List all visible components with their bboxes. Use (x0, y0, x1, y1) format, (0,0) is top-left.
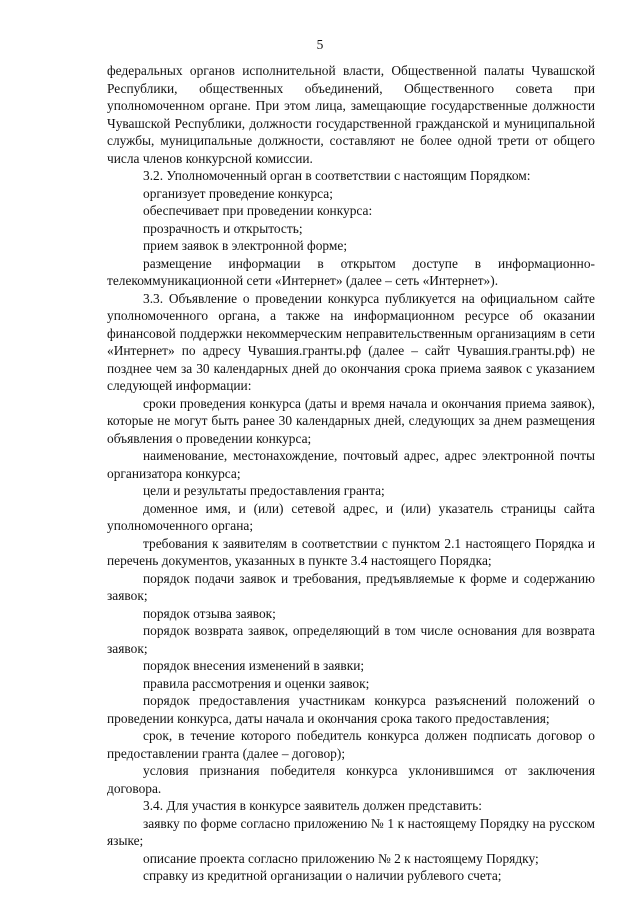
list-item: прием заявок в электронной форме; (143, 238, 348, 253)
list-item: порядок внесения изменений в заявки; (143, 658, 365, 673)
list-item: порядок отзыва заявок; (143, 605, 276, 621)
list-item: правила рассмотрения и оценки заявок; (143, 675, 370, 691)
list-item: наименование, местонахождение, почтовый адрес, адрес электронной почты организатора конкурса; (107, 448, 595, 481)
list-item: порядок подачи заявок и требования, предъявляемые к форме и содержанию заявок; (107, 570, 595, 603)
page-number: 5 (316, 37, 324, 52)
list-item: порядок предоставления участникам конкурса разъяснений положений о проведении конкурса, даты начала и окончания срока такого предоставления; (107, 693, 595, 726)
list-item: цели и результаты предоставления гранта; (143, 483, 385, 498)
list-item: справку из кредитной организации о наличии рублевого счета; (143, 868, 502, 883)
paragraph-3-4-heading: 3.4. Для участия в конкурсе заявитель должен представить: (143, 798, 482, 813)
list-item: требования к заявителям в соответствии с пунктом 2.1 настоящего Порядка и перечень документов, указанных в пункте 3.4 настоящего Порядка; (107, 535, 595, 568)
paragraph-continuation: федеральных органов исполнительной власти, Общественной палаты Чувашской Республики, общественных объединений, Общественного совета при уполномоченном органе. При этом лица, замещающие государственные должности Чувашской Республики, должности государственной гражданской и муниципальной службы, муниципальные должности, составляют не более одной трети от общего числа членов конкурсной комиссии. (107, 63, 595, 166)
paragraph-3-3: 3.3. Объявление о проведении конкурса публикуется на официальном сайте уполномоченного органа, а также на информационном ресурсе об оказании финансовой поддержки некоммерческим неправительственным организациям в сети «Интернет» по адресу Чувашия.гранты.рф (далее – сайт Чувашия.гранты.рф) не позднее чем за 30 календарных дней до окончания срока приема заявок с указанием следующей информации: (107, 290, 595, 393)
list-item: обеспечивает при проведении конкурса: (143, 203, 373, 218)
list-item: прозрачность и открытость; (143, 220, 303, 236)
list-item: заявку по форме согласно приложению № 1 к настоящему Порядку на русском языке; (107, 815, 595, 848)
list-item: условия признания победителя конкурса уклонившимся от заключения договора. (107, 763, 595, 796)
list-item: доменное имя, и (или) сетевой адрес, и (или) указатель страницы сайта уполномоченного органа; (107, 500, 595, 533)
list-item: описание проекта согласно приложению № 2 к настоящему Порядку; (143, 850, 539, 866)
list-item: порядок возврата заявок, определяющий в том числе основания для возврата заявок; (107, 623, 595, 656)
list-item: размещение информации в открытом доступе в информационно-телекоммуникационной сети «Интернет» (далее – сеть «Интернет»). (107, 255, 595, 288)
list-item: организует проведение конкурса; (143, 185, 333, 201)
list-item: срок, в течение которого победитель конкурса должен подписать договор о предоставлении гранта (далее – договор); (107, 728, 595, 761)
document-body (107, 62, 595, 885)
list-item: сроки проведения конкурса (даты и время начала и окончания приема заявок), которые не могут быть ранее 30 календарных дней, следующих за днем размещения объявления о проведении конкурса; (107, 395, 595, 446)
paragraph-3-2-heading: 3.2. Уполномоченный орган в соответствии с настоящим Порядком: (143, 168, 531, 183)
